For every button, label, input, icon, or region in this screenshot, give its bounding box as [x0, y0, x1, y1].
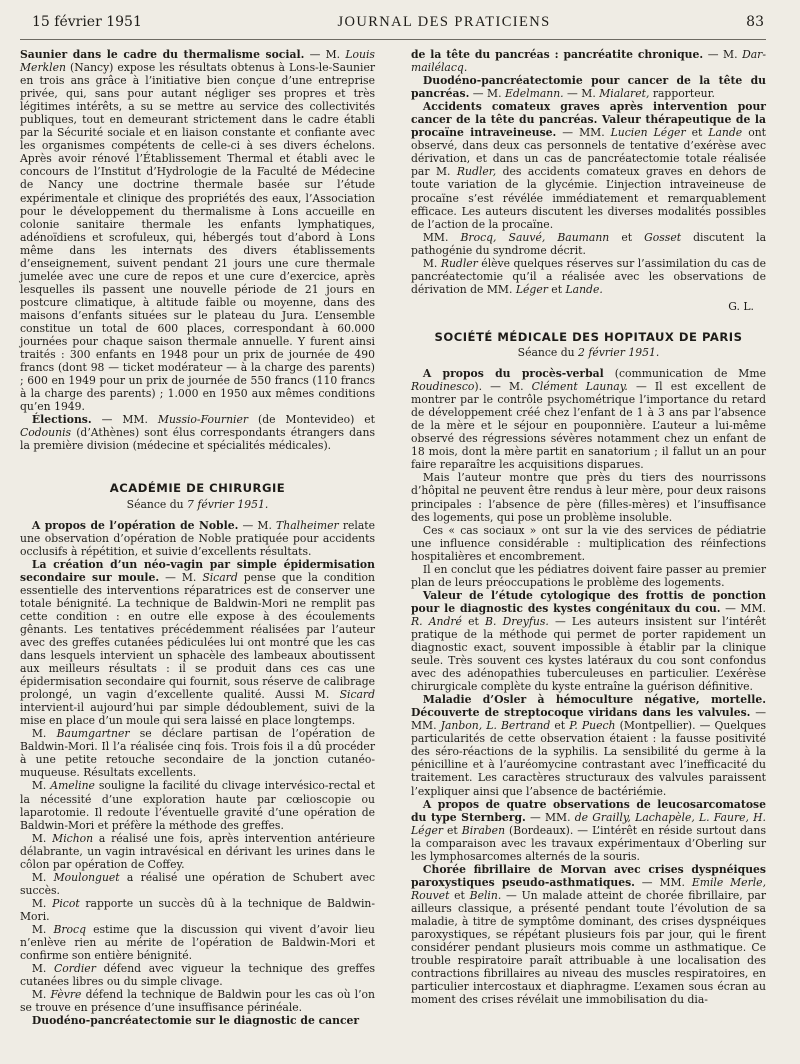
- text-run: (d’Athènes) sont élus correspondants étrangers dans la première division (médecine et spécialités médicales).: [20, 426, 375, 453]
- rubric-title: Duodéno-pancréatectomie sur le diagnostic de cancer: [31, 1014, 360, 1028]
- duodeno-heading-start: [20, 1014, 375, 1027]
- text-run: — Il est excellent de montrer par le contrôle psychométrique l’importance du retard de développement créé chez l’enfant de 1 à 3 ans par l’absence de la mère et le séjour en pouponnière. L’auteur a lui-même observé des régressions sévères notamment chez un enfant de 18 mois, dont la mère partit en sanatorium ; il fallut un an pour faire reparaître les acquisitions disparues.: [411, 380, 766, 472]
- text-run: a réalisé une fois, après intervention antérieure délabrante, un vagin intravésical en dérivant les urines dans le côlon par opération de Coffey.: [20, 831, 376, 871]
- text-run: se déclare partisan de l’opération de Baldwin-Mori. Il l’a réalisée cinq fois. Trois fois il a dû procéder à une petite retouche secondaire de la jonction cutanéo-muqueuse. Résultats excellents.: [20, 727, 375, 780]
- author-name: Mialaret,: [599, 87, 650, 101]
- text-run: — Un malade atteint de chorée fibrillaire, par ailleurs classique, a présenté pendant toute l’évolution de sa maladie, à titre de symptôme dominant, des crises dyspnéiques paroxystiques, se répétant plusieurs fois par jour, qui le firent considérer pendant plusieurs mois comme un asthmatique. Ce trouble respiratoire paraît attribuable à une localisation des contractions fibrillaires au niveau des muscles respiratoires, en particulier intercostaux et diaphragme. L’examen sous écran au moment des crises révélait une immobilisation du dia-: [411, 888, 766, 1007]
- ameline-paragraph: [20, 779, 375, 831]
- author-name: Janbon, L. Bertrand: [440, 719, 551, 733]
- author-name: Codounis: [20, 426, 72, 440]
- author-name: Roudinesco: [411, 380, 475, 394]
- seance-hopitaux: [411, 346, 766, 359]
- rubric-title: Duodéno-pancréatectomie pour cancer de la tête du pancréas.: [411, 74, 766, 101]
- picot-paragraph: [20, 897, 375, 923]
- author-name: Michon: [52, 831, 94, 845]
- text-run: et: [550, 719, 570, 733]
- author-name: Mussio-Fournier: [157, 413, 249, 427]
- text-run: M.: [31, 896, 53, 910]
- author-name: R. André: [411, 614, 462, 628]
- text-run: Mais l’auteur montre que près du tiers des nourrissons d’hôpital ne peuvent être rendus à leur mère, pour deux raisons principales : l’absence de père (filles-mères) et l’insuffisance des logements, qui pose un problème insoluble.: [411, 471, 766, 524]
- author-name: Léger: [515, 282, 548, 296]
- author-name: Sicard: [339, 688, 375, 702]
- journal-title: JOURNAL DES PRATICIENS: [337, 14, 551, 30]
- text-run: ont observé, dans deux cas personnels de tentative d’exérèse avec dérivation, et dans un cas de pancréatectomie totale réalisée par M.: [411, 126, 766, 179]
- text-run: — M.: [159, 570, 203, 584]
- text-run: M.: [31, 779, 51, 793]
- author-name: de Grailly, Lachapèle, L. Faure, H. Léger: [411, 810, 766, 837]
- author-name: Brocq: [53, 923, 87, 936]
- seance-label: Séance du: [126, 497, 188, 511]
- rubric-title: Valeur de l’étude cytologique des frottis de ponction pour le diagnostic des kystes congénitaux du cou.: [411, 588, 766, 615]
- text-run: (Bordeaux). — L’intérêt en réside surtout dans la comparaison avec les travaux expérimentaux d’Oberling sur les lymphosarcomes alternés de la souris.: [411, 823, 766, 863]
- section-title-hopitaux: SOCIÉTÉ MÉDICALE DES HOPITAUX DE PARIS: [434, 329, 743, 344]
- rubric-title: Chorée fibrillaire de Morvan avec crises dyspnéiques paroxystiques pseudo-asthmatiques.: [411, 862, 766, 889]
- author-name: Moulonguet: [53, 870, 120, 884]
- author-name: Picot: [52, 896, 80, 910]
- proces-verbal-paragraph: [411, 367, 766, 471]
- author-name: Sicard: [202, 570, 238, 584]
- brocq-paragraph: [20, 923, 375, 962]
- author-name: Clément Launay.: [531, 380, 628, 394]
- kystes-paragraph: [411, 589, 766, 693]
- text-run: — MM.: [411, 706, 767, 733]
- author-name: Emile Merle, Rouvet: [411, 875, 767, 902]
- text-run: Il en conclut que les pédiatres doivent faire passer au premier plan de leurs préoccupations le problème des logements.: [411, 562, 766, 589]
- running-head: [20, 14, 766, 40]
- text-run: (communication de Mme: [603, 367, 766, 381]
- rudler-paragraph: [411, 257, 766, 296]
- text-run: a réalisé une opération de Schubert avec succès.: [20, 870, 376, 897]
- author-name: Louis Merklen: [20, 48, 375, 75]
- cas-sociaux-paragraph: [411, 524, 766, 563]
- text-run: — M.: [238, 518, 277, 532]
- text-run: Ces « cas sociaux » ont sur la vie des services de pédiatrie une influence considérable : multiplication des réinfections hospitalières et encombrement.: [411, 523, 766, 563]
- text-run: défend la technique de Baldwin pour les cas où l’on se trouve en présence d’une insuffisance périnéale.: [20, 988, 375, 1015]
- issue-date: 15 février 1951: [32, 14, 142, 30]
- text-run: M.: [31, 988, 51, 1002]
- neo-vagin-paragraph: [20, 558, 375, 728]
- rubric-title: A propos du procès-verbal: [422, 367, 604, 381]
- seance-date: 7 février 1951.: [187, 497, 269, 511]
- text-run: M.: [31, 962, 55, 976]
- sternberg-paragraph: [411, 798, 766, 863]
- text-run: — M.: [304, 48, 346, 61]
- author-name: Fèvre: [50, 988, 82, 1002]
- text-run: — M.: [469, 87, 505, 101]
- text-run: — M.: [703, 48, 743, 61]
- author-name: Ameline: [50, 779, 95, 793]
- author-name: Brocq, Sauvé, Baumann: [460, 230, 610, 244]
- text-run: — Les auteurs insistent sur l’intérêt pratique de la méthode qui permet de porter rapidement un diagnostic exact, souvent impossible à établir par la clinique seule. Très souvent ces kystes latéraux du cou sont confondus avec des adénopathies tuberculeuses en particulier. L’exérèse chirurgicale complète du kyste entraîne la guérison définitive.: [411, 614, 767, 694]
- left-column: [20, 48, 375, 1027]
- text-run: M.: [31, 831, 53, 845]
- author-name: Dar-mailélacq.: [411, 48, 766, 75]
- cordier-paragraph: [20, 962, 375, 988]
- text-run: et: [685, 126, 709, 140]
- seance-label: Séance du: [517, 345, 579, 359]
- author-name: Lucien Léger: [610, 126, 686, 140]
- elections-paragraph: [20, 413, 375, 452]
- text-run: M.: [31, 870, 54, 884]
- author-name: Edelmann.: [504, 87, 564, 101]
- text-run: et: [461, 614, 486, 628]
- text-run: et: [449, 888, 470, 902]
- text-run: des accidents comateux graves en dehors de toute variation de la glycémie. L’injection intraveineuse de procaïne s’est révélée immédiatement et remarquablement efficace. Les auteurs discutent les diverses modalités possibles de l’action de la procaïne.: [411, 165, 766, 231]
- text-run: — MM.: [91, 413, 158, 427]
- text-run: défend avec vigueur la technique des greffes cutanées libres ou du simple clivage.: [20, 962, 375, 989]
- author-name: Biraben: [461, 823, 506, 837]
- section-title-academie: ACADÉMIE DE CHIRURGIE: [109, 481, 286, 496]
- text-run: — MM.: [525, 810, 575, 824]
- text-run: M.: [422, 256, 441, 270]
- text-run: — M.: [563, 87, 600, 101]
- text-run: — MM.: [556, 126, 611, 140]
- rubric-title: Élections.: [31, 413, 92, 427]
- text-run: rapporte un succès dû à la technique de Baldwin-Mori.: [20, 896, 376, 923]
- author-name: Gosset: [644, 230, 682, 244]
- author-name: Cordier: [54, 962, 96, 976]
- author-name: B. Dreyfus.: [485, 614, 549, 628]
- author-name: Thalheimer: [276, 518, 339, 532]
- text-run: (de Montevideo) et: [248, 413, 376, 427]
- brocq-discussion-paragraph: [411, 231, 766, 257]
- michon-paragraph: [20, 832, 375, 871]
- page-number: 83: [746, 14, 764, 30]
- fevre-paragraph: [20, 988, 375, 1014]
- rubric-title: A propos de quatre observations de leucosarcomatose du type Sternberg.: [411, 797, 766, 824]
- edelmann-paragraph: [411, 74, 766, 100]
- author-name: P. Puech: [569, 719, 616, 733]
- rubric-title: La création d’un néo-vagin par simple épidermisation secondaire sur moule.: [20, 557, 375, 584]
- author-name: Rudler,: [456, 165, 497, 179]
- text-run: et: [547, 282, 566, 296]
- text-run: souligne la facilité du clivage intervésico-rectal et la nécessité d’une exploration haute par cœlioscopie ou laparotomie. Il redoute l’éventuelle gravité d’une opération de Baldwin-Mori et préfère la méthode des greffes.: [20, 779, 376, 832]
- author-name: Belin.: [469, 888, 502, 902]
- text-run: M.: [31, 923, 54, 936]
- text-run: (Nancy) expose les résultats obtenus à Lons-le-Saunier en trois ans grâce à l’initiative bien conçue d’une entreprise privée, qui, sans pour autant négliger ses propres et très légitimes intérêts, a su se mettre au service des collectivités publiques, tout en demeurant strictement dans le cadre établi par la Sécurité sociale et en liaison constante et confiante avec les organismes compétents de celle-ci à ses divers échelons. Après avoir rénové l’Établissement Thermal et établi avec le concours de l’Institut d’Hydrologie de la Faculté de Médecine de Nancy une doctrine thermale basée sur l’étude expérimentale et clinique des propriétés des eaux, l’Association pour le développement du thermalisme à Lons accueille en colonie sanitaire thermale les enfants lymphatiques, adénoïdiens et scrofuleux, qui, hébergés tout d’abord à Lons même dans les internats des divers établissements d’enseignement, suivent pendant 21 jours une cure thermale jumelée avec une cure de repos et une cure d’exercice, après lesquelles ils passent une nouvelle période de 21 jours en postcure climatique, à altitude faible ou moyenne, dans des maisons d’enfants situées sur le plateau du Jura. L’ensemble constitue un total de 600 places, correspondant à 60.000 journées pour chaque saison thermale annuelle. Y furent ainsi traités : 300 enfants en 1948 pour un prix de journée de 490 francs (dont 98 — ticket modérateur — à la charge des parents) ; 600 en 1949 pour un prix de journée de 550 francs (110 francs à la charge des parents) ; 1.000 en 1950 aux mêmes conditions qu’en 1949.: [20, 61, 375, 414]
- thermalisme-paragraph: [20, 48, 375, 413]
- signature: G. L.: [728, 299, 754, 313]
- text-run: MM.: [422, 230, 461, 244]
- right-column: [411, 48, 766, 1027]
- text-run: intervient-il aujourd’hui par simple dédoublement, suivi de la mise en place d’un moule qui sera laissé en place longtemps.: [20, 701, 375, 728]
- moulonguet-paragraph: [20, 871, 375, 897]
- morvan-paragraph: [411, 863, 766, 1007]
- text-run: et: [443, 823, 462, 837]
- text-run: (Montpellier). — Quelques particularités de cette observation étaient : la fausse positivité des séro-réactions de la syphilis. La sensibilité du germe à la pénicilline et à l’auréomycine contrastant avec l’inefficacité du traitement. Les caractères structuraux des valvules paraissent l’expliquer ainsi que l’absence de bactériémie.: [411, 719, 766, 798]
- accidents-comateux-paragraph: [411, 100, 766, 230]
- text-run: pense que la condition essentielle des interventions réparatrices est de conserver une totale bénignité. La technique de Baldwin-Mori ne remplit pas cette condition : en outre elle expose à des écoulements gênants. Les tentatives précédemment réalisées par l’auteur avec des greffes cutanées pédiculées lui ont montré que les cas dans lesquels intervient un sphacèle des lambeaux aboutissent aux meilleurs résultats : il se produit dans ces cas une épidermisation secondaire qui fournit, sous réserve de calibrage prolongé, un vagin d’excellente qualité. Aussi M.: [20, 570, 375, 702]
- text-run: ). — M.: [474, 380, 532, 394]
- seance-academie: [20, 498, 375, 511]
- text-run: et: [609, 230, 645, 244]
- noble-paragraph: [20, 519, 375, 558]
- osler-paragraph: [411, 693, 766, 797]
- author-name: Lande.: [565, 282, 603, 296]
- text-run: rapporteur.: [649, 87, 715, 101]
- author-name: Baumgartner: [56, 727, 130, 741]
- text-run: discutent la pathogénie du syndrome décrit.: [411, 230, 767, 257]
- rubric-title: A propos de l’opération de Noble.: [31, 518, 239, 532]
- rubric-title: Maladie d’Osler à hémoculture négative, mortelle. Découverte de streptocoque viridans dans les valvules.: [411, 693, 766, 720]
- rubric-title: Accidents comateux graves après intervention pour cancer de la tête du pancréas. Valeur thérapeutique de la procaïne intraveineuse.: [411, 100, 766, 140]
- seance-date: 2 février 1951.: [578, 345, 660, 359]
- darmailelacq-paragraph: [411, 48, 766, 74]
- baumgartner-paragraph: [20, 727, 375, 779]
- text-run: relate une observation d’opération de Noble pratiquée pour accidents occlusifs à répétition, et suivie d’excellents résultats.: [20, 518, 375, 558]
- text-run: M.: [31, 727, 57, 741]
- conclusion-paragraph: [411, 563, 766, 589]
- author-name: Lande: [708, 126, 743, 140]
- rubric-title: de la tête du pancréas : pancréatite chronique.: [411, 48, 704, 61]
- text-run: estime que la discussion qui vivent d’avoir lieu n’enlève rien au mérite de l’opération de Baldwin-Mori et confirme son entière bénignité.: [20, 923, 375, 963]
- nourrissons-paragraph: [411, 471, 766, 523]
- text-run: — MM.: [720, 601, 766, 615]
- author-name: Rudler: [440, 256, 478, 270]
- text-run: — MM.: [634, 875, 692, 889]
- text-run: élève quelques réserves sur l’assimilation du cas de pancréatectomie qu’il a réalisée avec les observations de dérivation de MM.: [411, 256, 767, 296]
- rubric-title: Saunier dans le cadre du thermalisme social.: [20, 48, 305, 61]
